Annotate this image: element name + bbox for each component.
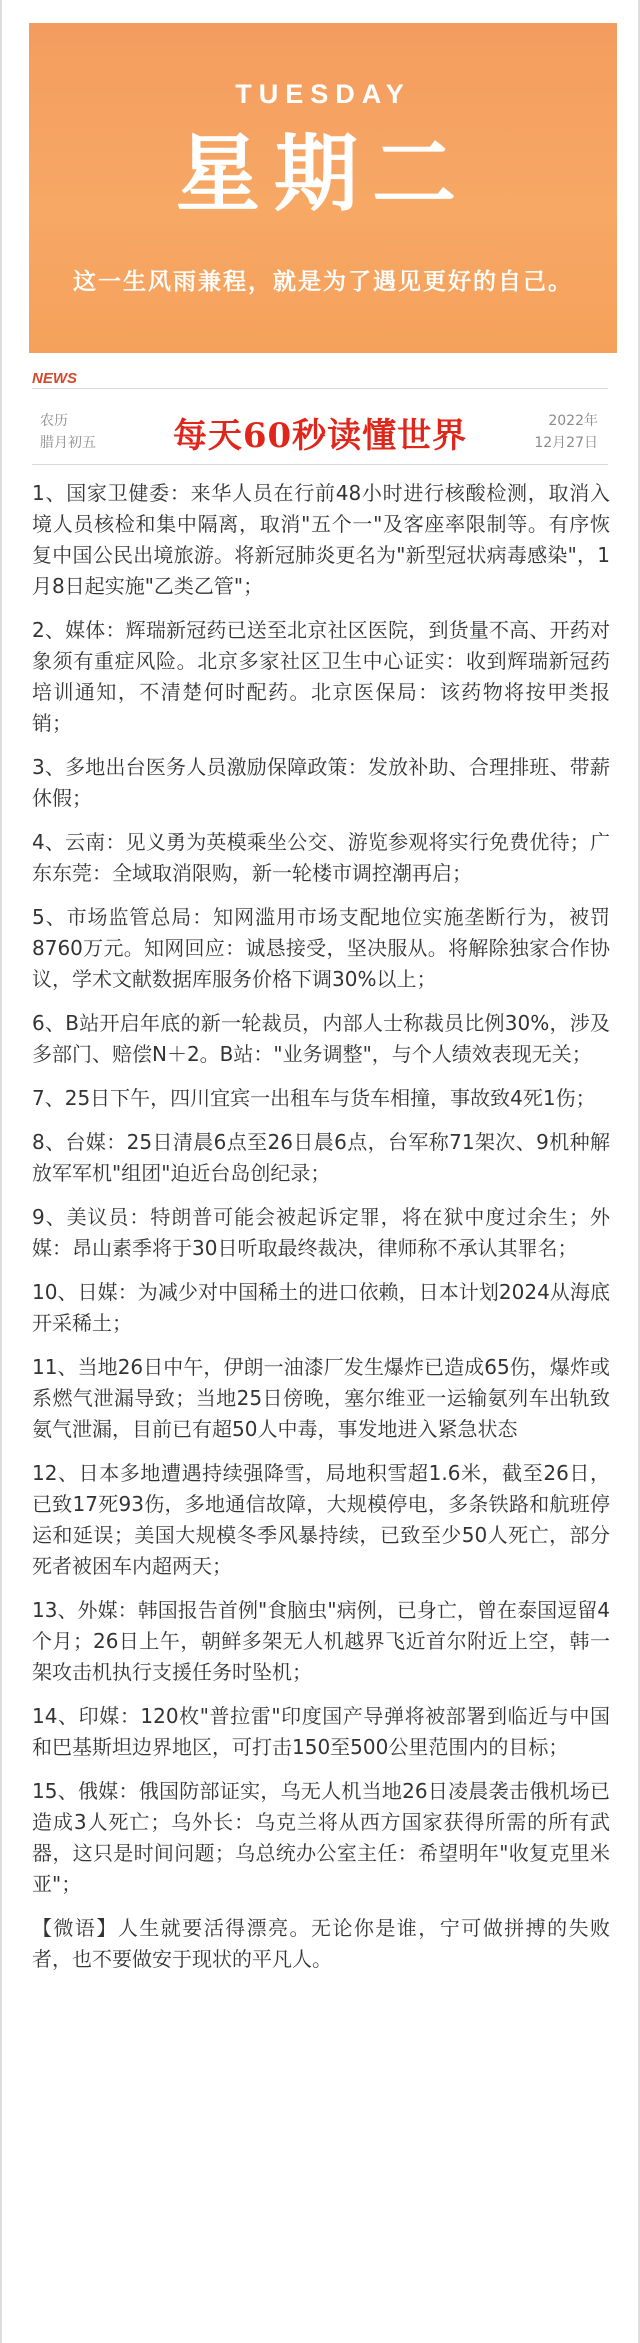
news-list bbox=[32, 478, 610, 1988]
header-banner bbox=[29, 23, 617, 353]
gregorian-date-block bbox=[534, 410, 598, 454]
news-tag: NEWS bbox=[32, 370, 77, 387]
news-item: 4、云南：见义勇为英模乘坐公交、游览参观将实行免费优待；广东东莞：全域取消限购，新一轮楼市调控潮再启； bbox=[32, 830, 610, 885]
weekday-chinese: 星期二 bbox=[175, 124, 470, 223]
news-item: 14、印媒：120枚"普拉雷"印度国产导弹将被部署到临近与中国和巴基斯坦边界地区，可打击150至500公里范围内的目标； bbox=[32, 1704, 610, 1759]
date-day: 12月27日 bbox=[534, 435, 598, 451]
news-item: 8、台媒：25日清晨6点至26日晨6点，台军称71架次、9机种解放军军机"组团"迫近台岛创纪录； bbox=[32, 1130, 610, 1185]
news-item: 6、B站开启年底的新一轮裁员，内部人士称裁员比例30%，涉及多部门、赔偿N＋2。B站："业务调整"，与个人绩效表现无关； bbox=[32, 1011, 610, 1066]
lunar-date: 腊月初五 bbox=[40, 435, 96, 451]
news-item: 1、国家卫健委：来华人员在行前48小时进行核酸检测，取消入境人员核检和集中隔离，取消"五个一"及客座率限制等。有序恢复中国公民出境旅游。将新冠肺炎更名为"新型冠状病毒感染"，1月8日起实施"乙类乙管"； bbox=[32, 481, 610, 598]
news-item: 3、多地出台医务人员激励保障政策：发放补助、合理排班、带薪休假； bbox=[32, 755, 610, 810]
news-item: 11、当地26日中午，伊朗一油漆厂发生爆炸已造成65伤，爆炸或系燃气泄漏导致；当地25日傍晚，塞尔维亚一运输氨列车出轨致氨气泄漏，目前已有超50人中毒，事发地进入紧急状态 bbox=[32, 1355, 610, 1441]
news-item: 7、25日下午，四川宜宾一出租车与货车相撞，事故致4死1伤； bbox=[32, 1086, 596, 1110]
weekday-english: TUESDAY bbox=[235, 79, 411, 109]
news-item: 15、俄媒：俄国防部证实，乌无人机当地26日凌晨袭击俄机场已造成3人死亡；乌外长：乌克兰将从西方国家获得所需的所有武器，这只是时间问题；乌总统办公室主任：希望明年"收复克里米亚"； bbox=[32, 1779, 610, 1896]
date-year: 2022年 bbox=[548, 413, 598, 429]
lunar-label: 农历 bbox=[40, 413, 68, 429]
news-item: 2、媒体：辉瑞新冠药已送至北京社区医院，到货量不高、开药对象须有重症风险。北京多家社区卫生中心证实：收到辉瑞新冠药培训通知，不清楚何时配药。北京医保局：该药物将按甲类报销； bbox=[32, 618, 610, 735]
news-item: 10、日媒：为减少对中国稀土的进口依赖，日本计划2024从海底开采稀土； bbox=[32, 1280, 610, 1335]
banner-motto: 这一生风雨兼程，就是为了遇见更好的自己。 bbox=[73, 269, 573, 295]
page-title: 每天60秒读懂世界 bbox=[172, 416, 468, 456]
bottom-divider bbox=[32, 464, 608, 465]
top-divider bbox=[32, 388, 608, 389]
daily-quote: 【微语】人生就要活得漂亮。无论你是谁，宁可做拼搏的失败者，也不要做安于现状的平凡人。 bbox=[32, 1916, 610, 1971]
news-item: 5、市场监管总局：知网滥用市场支配地位实施垄断行为，被罚8760万元。知网回应：诚恳接受，坚决服从。将解除独家合作协议，学术文献数据库服务价格下调30%以上； bbox=[32, 905, 610, 991]
news-item: 12、日本多地遭遇持续强降雪，局地积雪超1.6米，截至26日，已致17死93伤，多地通信故障，大规模停电，多条铁路和航班停运和延误；美国大规模冬季风暴持续，已致至少50人死亡，部分死者被困车内超两天； bbox=[32, 1461, 610, 1578]
news-item: 9、美议员：特朗普可能会被起诉定罪，将在狱中度过余生；外媒：昂山素季将于30日听取最终裁决，律师称不承认其罪名； bbox=[32, 1205, 610, 1260]
news-item: 13、外媒：韩国报告首例"食脑虫"病例，已身亡，曾在泰国逗留4个月；26日上午，朝鲜多架无人机越界飞近首尔附近上空，韩一架攻击机执行支援任务时坠机； bbox=[32, 1598, 610, 1684]
